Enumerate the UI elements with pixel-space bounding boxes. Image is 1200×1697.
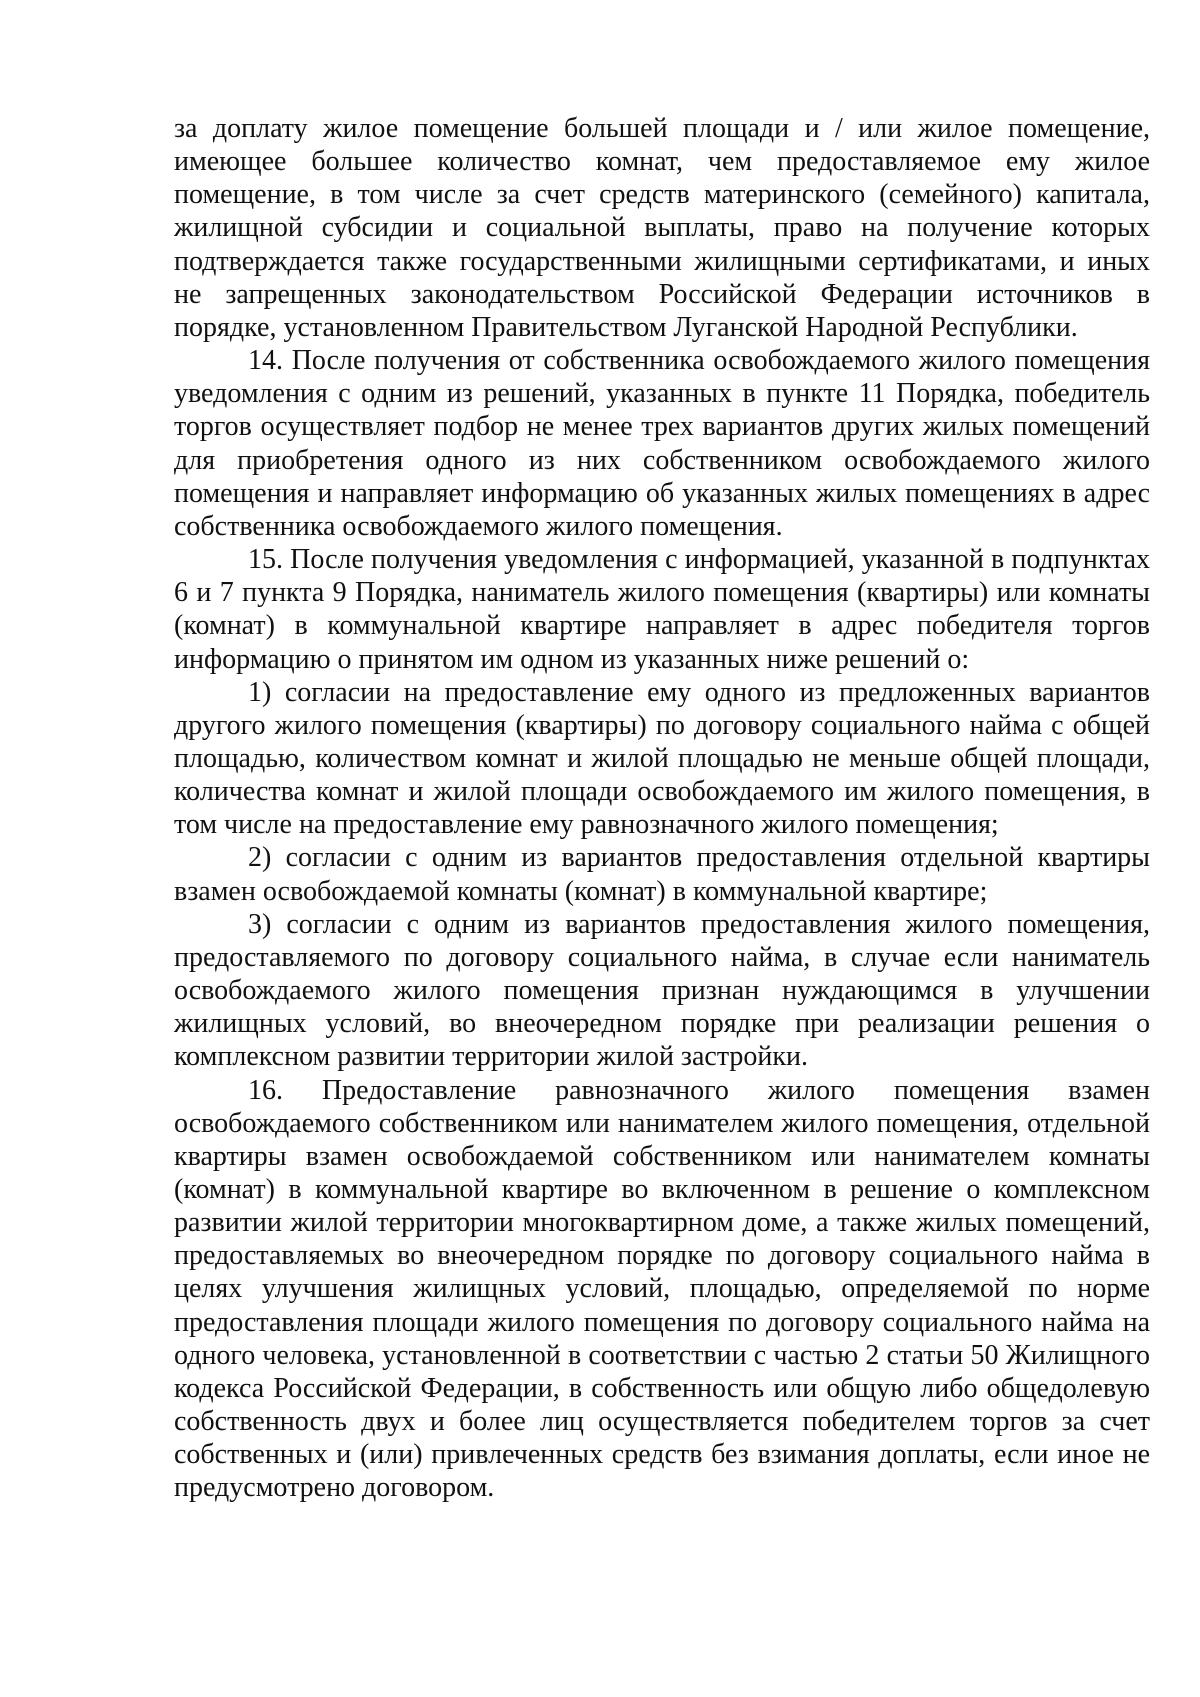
document-page <box>174 112 1150 1505</box>
paragraph-continuation: за доплату жилое помещение большей площади и / или жилое помещение, имеющее большее количество комнат, чем предоставляемое ему жилое помещение, в том числе за счет средств материнского (семейного) капитала, жилищной субсидии и социальной выплаты, право на получение которых подтверждается также государственными жилищными сертификатами, и иных не запрещенных законодательством Российской Федерации источников в порядке, установленном Правительством Луганской Народной Республики. <box>174 113 1150 343</box>
paragraph-item-14: 14. После получения от собственника освобождаемого жилого помещения уведомления с одним из решений, указанных в пункте 11 Порядка, победитель торгов осуществляет подбор не менее трех вариантов других жилых помещений для приобретения одного из них собственником освобождаемого жилого помещения и направляет информацию об указанных жилых помещениях в адрес собственника освобождаемого жилого помещения. <box>174 345 1150 542</box>
paragraph-item-15: 15. После получения уведомления с информацией, указанной в подпунктах 6 и 7 пункта 9 Порядка, наниматель жилого помещения (квартиры) или комнаты (комнат) в коммунальной квартире направляет в адрес победителя торгов информацию о принятом им одном из указанных ниже решений о: <box>174 544 1150 675</box>
paragraph-item-15-subitem-1: 1) согласии на предоставление ему одного из предложенных вариантов другого жилого помещения (квартиры) по договору социального найма с общей площадью, количеством комнат и жилой площадью не меньше общей площади, количества комнат и жилой площади освобождаемого им жилого помещения, в том числе на предоставление ему равнозначного жилого помещения; <box>174 676 1150 841</box>
paragraph-item-15-subitem-3: 3) согласии с одним из вариантов предоставления жилого помещения, предоставляемого по договору социального найма, в случае если наниматель освобождаемого жилого помещения признан нуждающимся в улучшении жилищных условий, во внеочередном порядке при реализации решения о комплексном развитии территории жилой застройки. <box>174 908 1150 1073</box>
paragraph-item-15-subitem-2: 2) согласии с одним из вариантов предоставления отдельной квартиры взамен освобождаемой комнаты (комнат) в коммунальной квартире; <box>174 842 1150 907</box>
paragraph-item-16: 16. Предоставление равнозначного жилого помещения взамен освобождаемого собственником или нанимателем жилого помещения, отдельной квартиры взамен освобождаемой собственником или нанимателем комнаты (комнат) в коммунальной квартире во включенном в решение о комплексном развитии жилой территории многоквартирном доме, а также жилых помещений, предоставляемых во внеочередном порядке по договору социального найма в целях улучшения жилищных условий, площадью, определяемой по норме предоставления площади жилого помещения по договору социального найма на одного человека, установленной в соответствии с частью 2 статьи 50 Жилищного кодекса Российской Федерации, в собственность или общую либо общедолевую собственность двух и более лиц осуществляется победителем торгов за счет собственных и (или) привлеченных средств без взимания доплаты, если иное не предусмотрено договором. <box>174 1074 1150 1504</box>
